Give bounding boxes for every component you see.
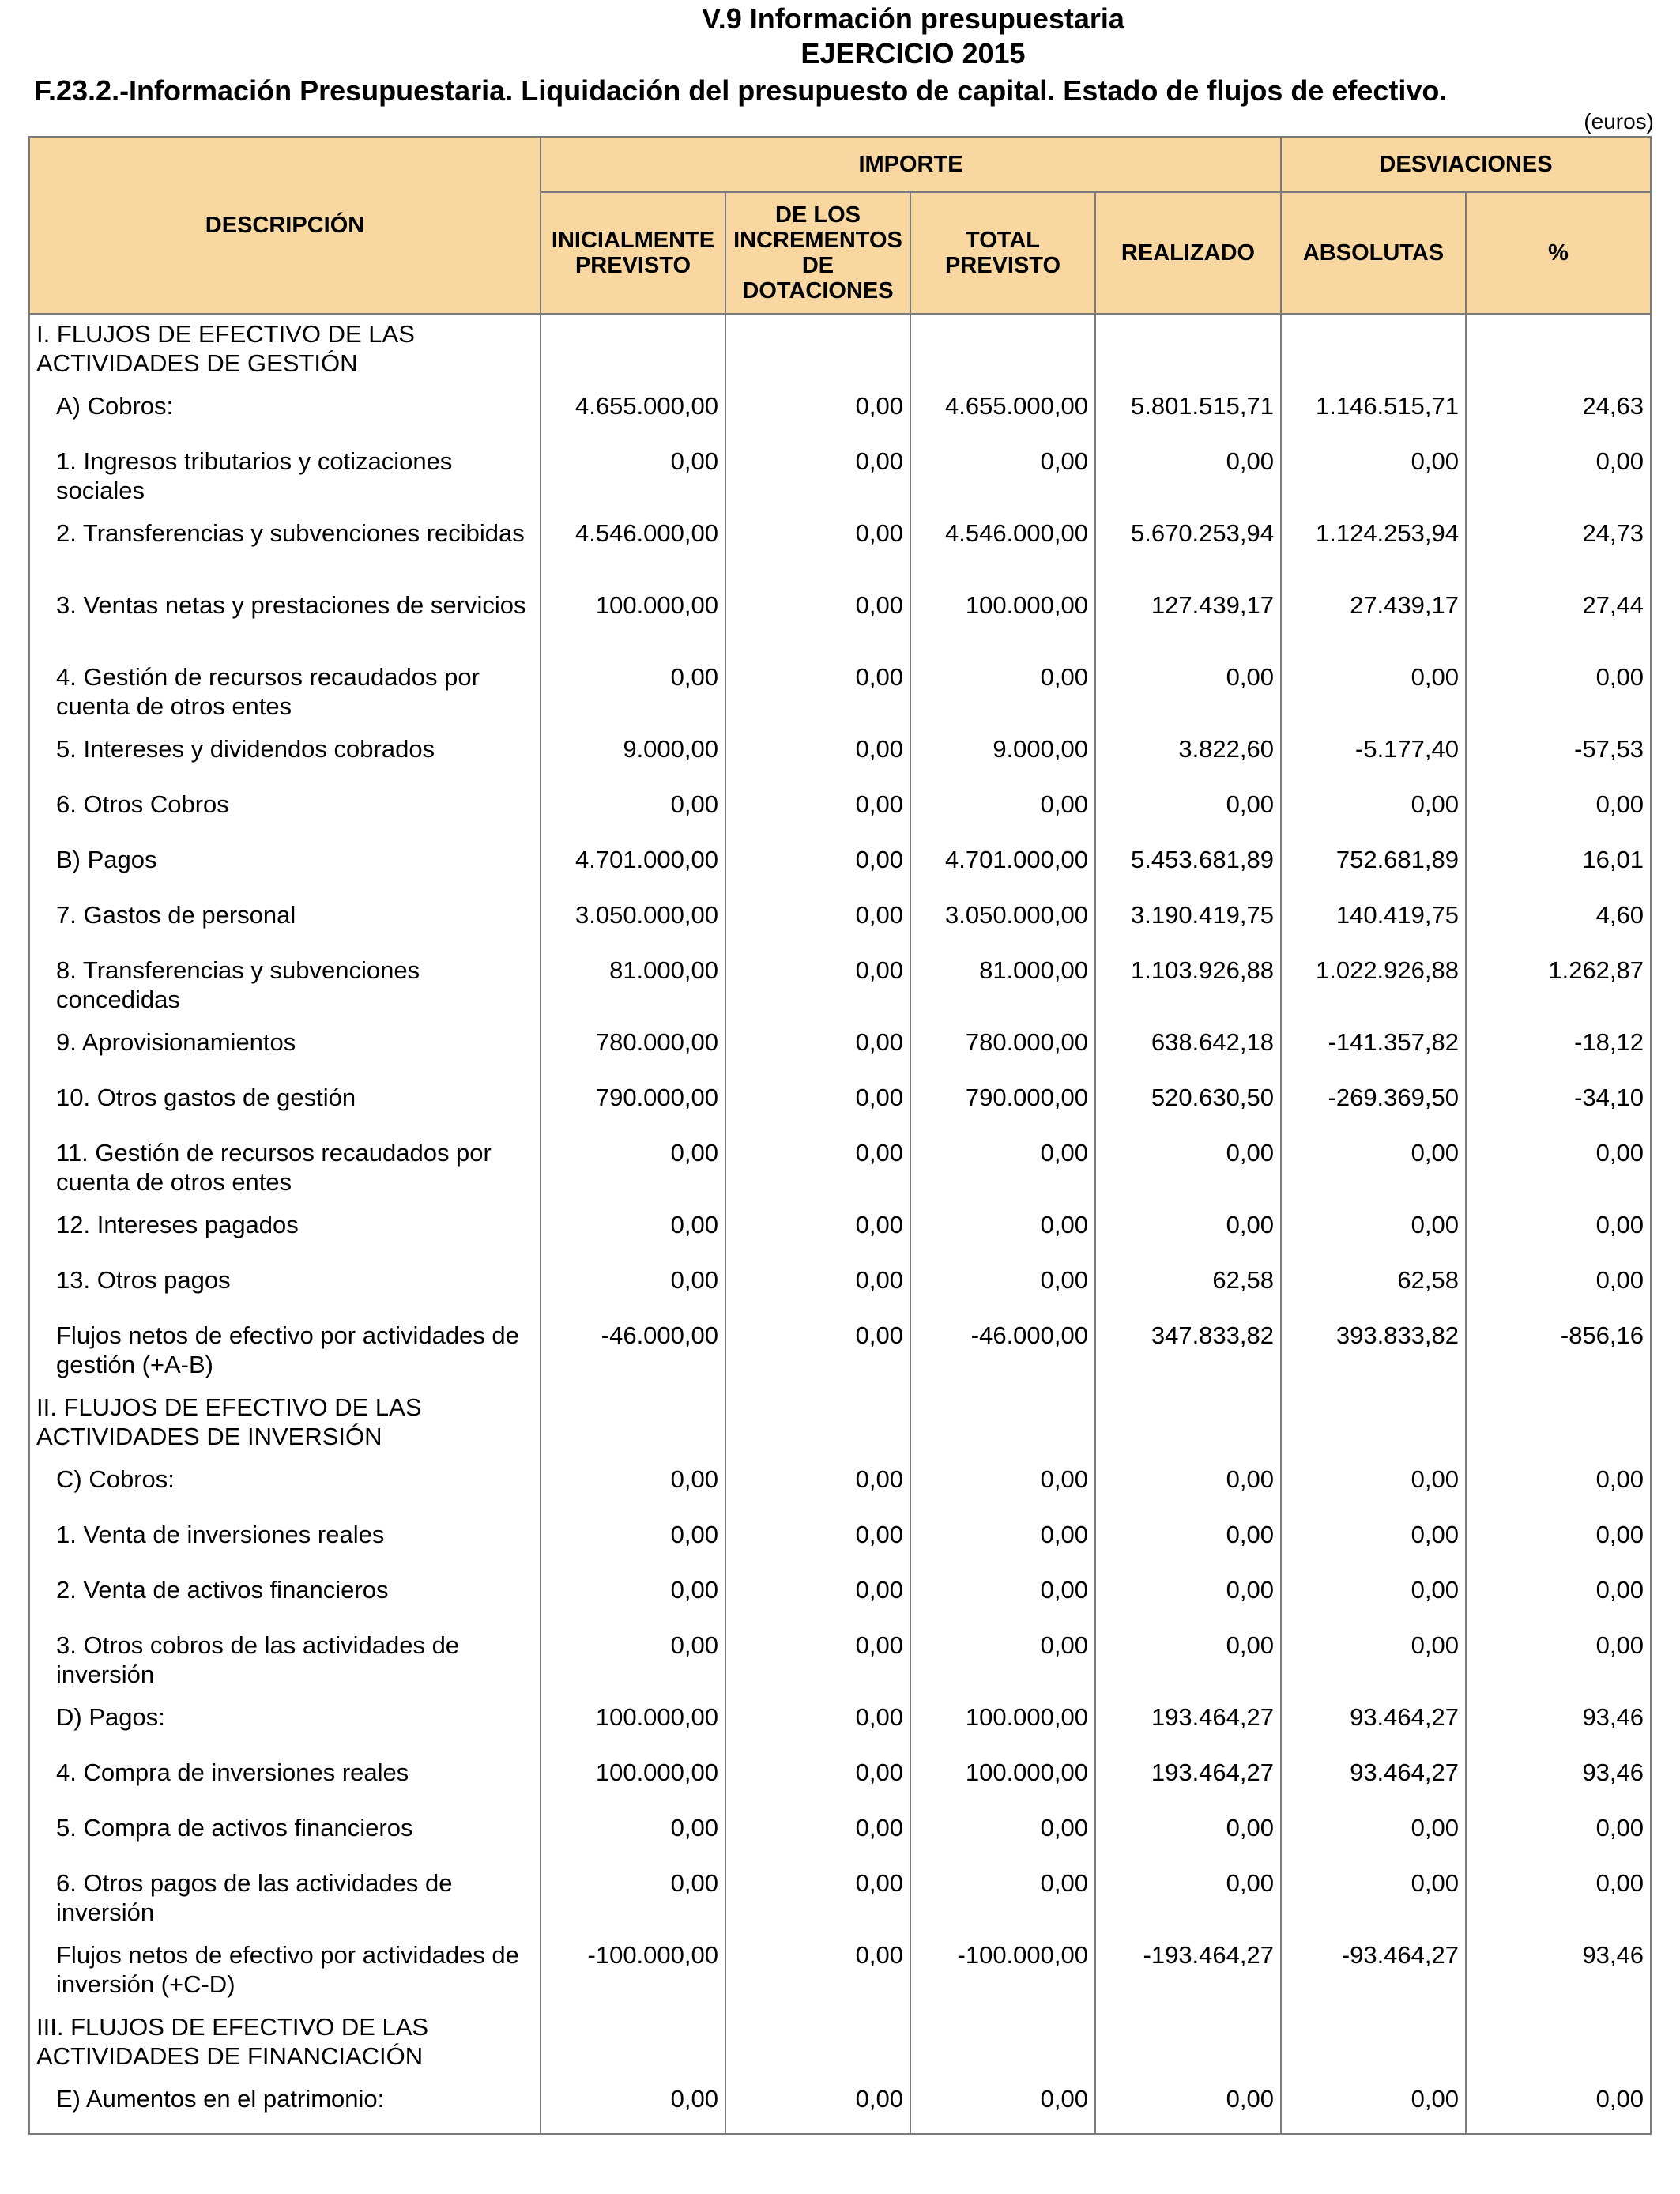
cell-incrementos: 0,00 [725, 783, 910, 839]
cell-percent: 0,00 [1466, 783, 1651, 839]
table-row [29, 1624, 1651, 1696]
units-label: (euros) [1584, 109, 1654, 134]
row-description: 9. Aprovisionamientos [29, 1021, 541, 1076]
table-row [29, 1514, 1651, 1569]
cell-total-previsto: 9.000,00 [910, 728, 1095, 783]
cell-incrementos: 0,00 [725, 1624, 910, 1696]
cell-absolutas: 0,00 [1281, 1132, 1466, 1204]
table-row [29, 1259, 1651, 1314]
cell-incrementos: 0,00 [725, 1076, 910, 1132]
cell-incrementos: 0,00 [725, 1514, 910, 1569]
cell-absolutas: 0,00 [1281, 2078, 1466, 2134]
row-description: 1. Venta de inversiones reales [29, 1514, 541, 1569]
cell-percent: 0,00 [1466, 1132, 1651, 1204]
row-description: B) Pagos [29, 839, 541, 894]
cell-percent [1466, 2006, 1651, 2078]
cell-inicialmente-previsto: 100.000,00 [541, 1751, 725, 1807]
table-row [29, 1569, 1651, 1624]
row-description: C) Cobros: [29, 1458, 541, 1514]
cell-total-previsto: 0,00 [910, 1259, 1095, 1314]
cell-incrementos: 0,00 [725, 894, 910, 949]
cell-inicialmente-previsto: 0,00 [541, 440, 725, 512]
cell-incrementos: 0,00 [725, 512, 910, 584]
header-descripcion: DESCRIPCIÓN [29, 137, 541, 314]
report-subtitle: F.23.2.-Información Presupuestaria. Liquidación del presupuesto de capital. Estado de flujos de efectivo. [34, 74, 1448, 107]
table-row [29, 1696, 1651, 1751]
cell-total-previsto: 81.000,00 [910, 949, 1095, 1021]
cell-absolutas [1281, 2006, 1466, 2078]
cell-absolutas: 0,00 [1281, 440, 1466, 512]
cell-absolutas: 0,00 [1281, 1624, 1466, 1696]
cell-total-previsto: 4.701.000,00 [910, 839, 1095, 894]
cell-realizado: 3.190.419,75 [1095, 894, 1281, 949]
cell-percent: -856,16 [1466, 1314, 1651, 1386]
cell-percent: 4,60 [1466, 894, 1651, 949]
cell-total-previsto: 4.546.000,00 [910, 512, 1095, 584]
table-row [29, 1458, 1651, 1514]
header-absolutas: ABSOLUTAS [1281, 192, 1466, 314]
cell-inicialmente-previsto: -100.000,00 [541, 1934, 725, 2006]
cell-realizado: 0,00 [1095, 1132, 1281, 1204]
cell-percent: 0,00 [1466, 1259, 1651, 1314]
header-percent: % [1466, 192, 1651, 314]
cell-percent: -18,12 [1466, 1021, 1651, 1076]
cell-percent: 0,00 [1466, 1514, 1651, 1569]
cell-percent: -57,53 [1466, 728, 1651, 783]
cell-absolutas: 0,00 [1281, 656, 1466, 728]
cell-absolutas: 1.124.253,94 [1281, 512, 1466, 584]
cell-absolutas: 0,00 [1281, 1514, 1466, 1569]
cell-incrementos: 0,00 [725, 1807, 910, 1862]
cell-realizado: 0,00 [1095, 2078, 1281, 2134]
cell-inicialmente-previsto: 0,00 [541, 783, 725, 839]
cell-percent: 93,46 [1466, 1751, 1651, 1807]
cell-percent: -34,10 [1466, 1076, 1651, 1132]
cell-absolutas: 140.419,75 [1281, 894, 1466, 949]
row-description: 4. Gestión de recursos recaudados por cuenta de otros entes [29, 656, 541, 728]
cell-realizado: 520.630,50 [1095, 1076, 1281, 1132]
header-desviaciones: DESVIACIONES [1281, 137, 1651, 192]
header-incrementos: DE LOS INCREMENTOS DE DOTACIONES [725, 192, 910, 314]
cell-inicialmente-previsto: 0,00 [541, 656, 725, 728]
cell-inicialmente-previsto: 0,00 [541, 1204, 725, 1259]
cell-incrementos: 0,00 [725, 656, 910, 728]
cell-total-previsto: 780.000,00 [910, 1021, 1095, 1076]
table-row [29, 314, 1651, 385]
cell-incrementos: 0,00 [725, 839, 910, 894]
row-description: Flujos netos de efectivo por actividades de gestión (+A-B) [29, 1314, 541, 1386]
cell-percent [1466, 314, 1651, 385]
cell-realizado: 347.833,82 [1095, 1314, 1281, 1386]
cell-inicialmente-previsto: 0,00 [541, 1624, 725, 1696]
cell-total-previsto [910, 2006, 1095, 2078]
cell-total-previsto: 4.655.000,00 [910, 385, 1095, 440]
cell-incrementos: 0,00 [725, 1934, 910, 2006]
report-year: EJERCICIO 2015 [800, 37, 1026, 70]
table-row [29, 584, 1651, 656]
cell-inicialmente-previsto: 4.701.000,00 [541, 839, 725, 894]
cell-total-previsto: 100.000,00 [910, 1751, 1095, 1807]
cell-percent: 24,63 [1466, 385, 1651, 440]
row-description: 5. Intereses y dividendos cobrados [29, 728, 541, 783]
row-description: 6. Otros pagos de las actividades de inversión [29, 1862, 541, 1934]
cell-total-previsto [910, 1386, 1095, 1458]
row-description: II. FLUJOS DE EFECTIVO DE LAS ACTIVIDADES DE INVERSIÓN [29, 1386, 541, 1458]
cell-total-previsto: 0,00 [910, 1807, 1095, 1862]
cell-percent: 16,01 [1466, 839, 1651, 894]
cell-incrementos [725, 1386, 910, 1458]
cell-total-previsto: -100.000,00 [910, 1934, 1095, 2006]
cell-total-previsto: 0,00 [910, 1132, 1095, 1204]
cell-total-previsto: -46.000,00 [910, 1314, 1095, 1386]
cell-inicialmente-previsto: 0,00 [541, 1569, 725, 1624]
cell-absolutas: 393.833,82 [1281, 1314, 1466, 1386]
cell-inicialmente-previsto: 790.000,00 [541, 1076, 725, 1132]
cell-inicialmente-previsto: 3.050.000,00 [541, 894, 725, 949]
cell-incrementos: 0,00 [725, 440, 910, 512]
table-row [29, 783, 1651, 839]
cell-incrementos: 0,00 [725, 1862, 910, 1934]
row-description: 3. Ventas netas y prestaciones de servicios [29, 584, 541, 656]
table-row [29, 656, 1651, 728]
cell-inicialmente-previsto [541, 1386, 725, 1458]
cell-percent: 0,00 [1466, 656, 1651, 728]
row-description: 6. Otros Cobros [29, 783, 541, 839]
cell-incrementos: 0,00 [725, 1021, 910, 1076]
table-row [29, 1807, 1651, 1862]
cell-percent: 24,73 [1466, 512, 1651, 584]
table-row [29, 1204, 1651, 1259]
table-body [29, 314, 1651, 2134]
cell-incrementos: 0,00 [725, 1132, 910, 1204]
cell-realizado: 0,00 [1095, 1569, 1281, 1624]
cell-incrementos: 0,00 [725, 1314, 910, 1386]
cell-absolutas: 1.146.515,71 [1281, 385, 1466, 440]
cell-realizado: 0,00 [1095, 440, 1281, 512]
cell-realizado [1095, 314, 1281, 385]
cell-inicialmente-previsto [541, 314, 725, 385]
cell-incrementos [725, 314, 910, 385]
row-description: A) Cobros: [29, 385, 541, 440]
cell-inicialmente-previsto: 0,00 [541, 1259, 725, 1314]
cell-realizado: 193.464,27 [1095, 1751, 1281, 1807]
cell-inicialmente-previsto: 81.000,00 [541, 949, 725, 1021]
cell-percent: 0,00 [1466, 1204, 1651, 1259]
report-title: V.9 Información presupuestaria [702, 2, 1124, 35]
cell-incrementos: 0,00 [725, 584, 910, 656]
cell-incrementos: 0,00 [725, 728, 910, 783]
cell-inicialmente-previsto: 100.000,00 [541, 584, 725, 656]
cell-inicialmente-previsto: -46.000,00 [541, 1314, 725, 1386]
row-description: 12. Intereses pagados [29, 1204, 541, 1259]
cell-absolutas: 0,00 [1281, 1204, 1466, 1259]
cell-realizado: 5.453.681,89 [1095, 839, 1281, 894]
cell-incrementos: 0,00 [725, 1259, 910, 1314]
table-row [29, 1076, 1651, 1132]
row-description: 3. Otros cobros de las actividades de inversión [29, 1624, 541, 1696]
table-row [29, 1862, 1651, 1934]
table-row [29, 949, 1651, 1021]
cell-absolutas: 0,00 [1281, 1862, 1466, 1934]
cell-realizado [1095, 2006, 1281, 2078]
cell-realizado: 0,00 [1095, 1514, 1281, 1569]
cell-inicialmente-previsto: 0,00 [541, 1862, 725, 1934]
cell-total-previsto: 100.000,00 [910, 584, 1095, 656]
cell-inicialmente-previsto: 4.655.000,00 [541, 385, 725, 440]
row-description: 4. Compra de inversiones reales [29, 1751, 541, 1807]
cell-absolutas: 93.464,27 [1281, 1751, 1466, 1807]
row-description: Flujos netos de efectivo por actividades de inversión (+C-D) [29, 1934, 541, 2006]
cell-realizado: 0,00 [1095, 783, 1281, 839]
cell-absolutas: 0,00 [1281, 1807, 1466, 1862]
cell-absolutas: 0,00 [1281, 783, 1466, 839]
cell-incrementos: 0,00 [725, 1569, 910, 1624]
table-row [29, 1314, 1651, 1386]
row-description: 13. Otros pagos [29, 1259, 541, 1314]
table-row [29, 1021, 1651, 1076]
header-importe: IMPORTE [541, 137, 1281, 192]
cell-realizado: 193.464,27 [1095, 1696, 1281, 1751]
cell-absolutas: 93.464,27 [1281, 1696, 1466, 1751]
table-row [29, 728, 1651, 783]
cell-inicialmente-previsto: 0,00 [541, 2078, 725, 2134]
row-description: 11. Gestión de recursos recaudados por cuenta de otros entes [29, 1132, 541, 1204]
cell-realizado: 127.439,17 [1095, 584, 1281, 656]
cell-total-previsto: 0,00 [910, 1862, 1095, 1934]
cell-absolutas: 62,58 [1281, 1259, 1466, 1314]
row-description: 10. Otros gastos de gestión [29, 1076, 541, 1132]
cell-percent: 0,00 [1466, 440, 1651, 512]
cell-absolutas: 1.022.926,88 [1281, 949, 1466, 1021]
cell-total-previsto: 0,00 [910, 1624, 1095, 1696]
header-inicialmente-previsto: INICIALMENTE PREVISTO [541, 192, 725, 314]
row-description: 7. Gastos de personal [29, 894, 541, 949]
table-row [29, 2006, 1651, 2078]
cell-total-previsto: 0,00 [910, 656, 1095, 728]
cell-realizado: 0,00 [1095, 656, 1281, 728]
cell-incrementos [725, 2006, 910, 2078]
table-row [29, 1751, 1651, 1807]
row-description: D) Pagos: [29, 1696, 541, 1751]
cell-percent [1466, 1386, 1651, 1458]
cell-total-previsto [910, 314, 1095, 385]
cell-absolutas: 752.681,89 [1281, 839, 1466, 894]
table-row [29, 894, 1651, 949]
row-description: 2. Transferencias y subvenciones recibidas [29, 512, 541, 584]
cell-inicialmente-previsto [541, 2006, 725, 2078]
row-description: 2. Venta de activos financieros [29, 1569, 541, 1624]
cell-realizado: 0,00 [1095, 1862, 1281, 1934]
cell-total-previsto: 790.000,00 [910, 1076, 1095, 1132]
table-row [29, 1934, 1651, 2006]
cell-absolutas: 0,00 [1281, 1569, 1466, 1624]
cell-realizado [1095, 1386, 1281, 1458]
cell-absolutas [1281, 314, 1466, 385]
cell-incrementos: 0,00 [725, 1751, 910, 1807]
cell-total-previsto: 0,00 [910, 783, 1095, 839]
cell-realizado: 62,58 [1095, 1259, 1281, 1314]
cash-flow-table [28, 136, 1652, 2135]
cell-inicialmente-previsto: 9.000,00 [541, 728, 725, 783]
table-row [29, 1386, 1651, 1458]
cell-realizado: 0,00 [1095, 1624, 1281, 1696]
cell-realizado: 3.822,60 [1095, 728, 1281, 783]
cell-incrementos: 0,00 [725, 1458, 910, 1514]
cell-incrementos: 0,00 [725, 949, 910, 1021]
table-row [29, 1132, 1651, 1204]
table-row [29, 839, 1651, 894]
cell-incrementos: 0,00 [725, 2078, 910, 2134]
cell-realizado: 0,00 [1095, 1204, 1281, 1259]
cell-percent: 0,00 [1466, 1807, 1651, 1862]
header-total-previsto: TOTAL PREVISTO [910, 192, 1095, 314]
cell-percent: 0,00 [1466, 1458, 1651, 1514]
row-description: 1. Ingresos tributarios y cotizaciones sociales [29, 440, 541, 512]
cell-total-previsto: 0,00 [910, 1569, 1095, 1624]
table-row [29, 385, 1651, 440]
cell-realizado: 0,00 [1095, 1458, 1281, 1514]
cell-inicialmente-previsto: 4.546.000,00 [541, 512, 725, 584]
cell-absolutas: -269.369,50 [1281, 1076, 1466, 1132]
cell-absolutas: 0,00 [1281, 1458, 1466, 1514]
table-row [29, 2078, 1651, 2134]
cell-percent: 0,00 [1466, 1862, 1651, 1934]
cell-inicialmente-previsto: 780.000,00 [541, 1021, 725, 1076]
cell-percent: 0,00 [1466, 1569, 1651, 1624]
cell-absolutas: -141.357,82 [1281, 1021, 1466, 1076]
row-description: III. FLUJOS DE EFECTIVO DE LAS ACTIVIDADES DE FINANCIACIÓN [29, 2006, 541, 2078]
cell-incrementos: 0,00 [725, 1204, 910, 1259]
cell-percent: 93,46 [1466, 1696, 1651, 1751]
cell-total-previsto: 0,00 [910, 440, 1095, 512]
cell-percent: 93,46 [1466, 1934, 1651, 2006]
cell-absolutas: 27.439,17 [1281, 584, 1466, 656]
cell-inicialmente-previsto: 0,00 [541, 1458, 725, 1514]
cell-absolutas [1281, 1386, 1466, 1458]
cell-total-previsto: 0,00 [910, 1514, 1095, 1569]
cell-realizado: 1.103.926,88 [1095, 949, 1281, 1021]
table-row [29, 512, 1651, 584]
cell-total-previsto: 100.000,00 [910, 1696, 1095, 1751]
cell-percent: 27,44 [1466, 584, 1651, 656]
cell-total-previsto: 3.050.000,00 [910, 894, 1095, 949]
row-description: 5. Compra de activos financieros [29, 1807, 541, 1862]
row-description: 8. Transferencias y subvenciones concedidas [29, 949, 541, 1021]
cell-realizado: 0,00 [1095, 1807, 1281, 1862]
cell-realizado: -193.464,27 [1095, 1934, 1281, 2006]
row-description: E) Aumentos en el patrimonio: [29, 2078, 541, 2134]
cell-percent: 1.262,87 [1466, 949, 1651, 1021]
cell-percent: 0,00 [1466, 2078, 1651, 2134]
cell-total-previsto: 0,00 [910, 2078, 1095, 2134]
row-description: I. FLUJOS DE EFECTIVO DE LAS ACTIVIDADES DE GESTIÓN [29, 314, 541, 385]
cell-absolutas: -5.177,40 [1281, 728, 1466, 783]
cell-incrementos: 0,00 [725, 1696, 910, 1751]
cell-inicialmente-previsto: 0,00 [541, 1514, 725, 1569]
table-row [29, 440, 1651, 512]
cell-absolutas: -93.464,27 [1281, 1934, 1466, 2006]
cell-total-previsto: 0,00 [910, 1204, 1095, 1259]
cell-realizado: 5.801.515,71 [1095, 385, 1281, 440]
cell-inicialmente-previsto: 0,00 [541, 1807, 725, 1862]
cell-total-previsto: 0,00 [910, 1458, 1095, 1514]
cell-inicialmente-previsto: 100.000,00 [541, 1696, 725, 1751]
cell-inicialmente-previsto: 0,00 [541, 1132, 725, 1204]
cell-percent: 0,00 [1466, 1624, 1651, 1696]
cell-realizado: 5.670.253,94 [1095, 512, 1281, 584]
cell-realizado: 638.642,18 [1095, 1021, 1281, 1076]
cell-incrementos: 0,00 [725, 385, 910, 440]
header-realizado: REALIZADO [1095, 192, 1281, 314]
